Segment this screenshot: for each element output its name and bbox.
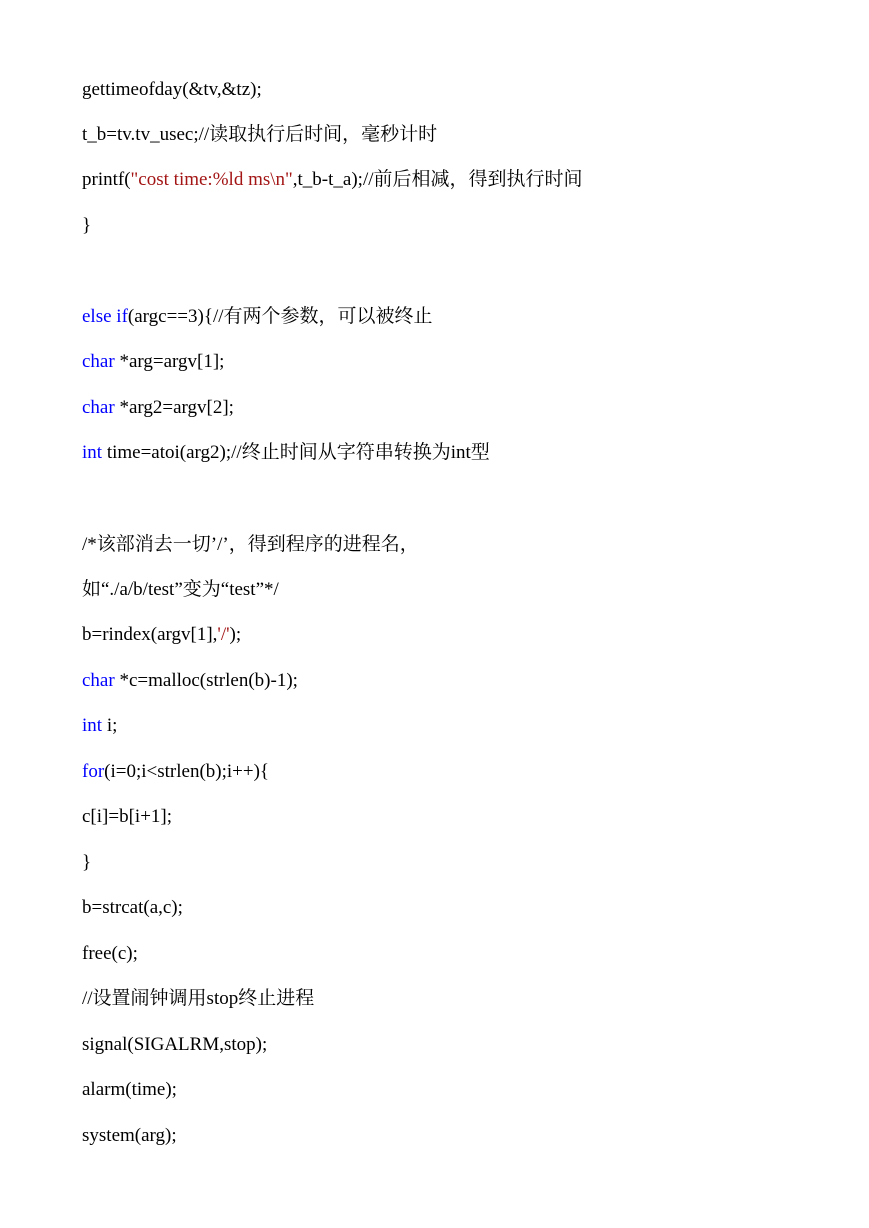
code-line <box>82 760 269 784</box>
code-line <box>82 441 490 465</box>
code-text: (i=0;i<strlen(b);i++){ <box>104 761 270 782</box>
code-text: ,t_b-t_a);//前后相减，得到执行时间 <box>292 169 583 190</box>
code-line <box>82 578 279 602</box>
code-line <box>82 896 183 920</box>
code-text: *arg=argv[1]; <box>114 351 225 372</box>
code-line <box>82 1078 177 1102</box>
code-line <box>82 851 91 875</box>
code-keyword: char <box>82 397 115 418</box>
code-line <box>82 714 117 738</box>
code-text: printf( <box>82 169 131 190</box>
code-line <box>82 805 172 829</box>
code-text: ); <box>229 624 242 645</box>
code-keyword: for <box>82 761 105 782</box>
code-text: t_b=tv.tv_usec;//读取执行后时间，毫秒计时 <box>82 124 438 145</box>
code-text: /*该部消去一切’/’，得到程序的进程名， <box>82 534 419 555</box>
code-text: time=atoi(arg2);//终止时间从字符串转换为int型 <box>102 442 490 463</box>
code-line <box>82 350 224 374</box>
code-text: } <box>82 852 92 873</box>
code-line <box>82 669 298 693</box>
code-line <box>82 942 138 966</box>
code-text: free(c); <box>82 943 138 964</box>
code-text: *arg2=argv[2]; <box>114 397 234 418</box>
code-text: (argc==3){//有两个参数，可以被终止 <box>127 306 433 327</box>
code-text: *c=malloc(strlen(b)-1); <box>114 670 298 691</box>
code-keyword: int <box>82 442 103 463</box>
code-line <box>82 1033 267 1057</box>
code-text: c[i]=b[i+1]; <box>82 806 173 827</box>
code-line <box>82 78 262 102</box>
code-text: alarm(time); <box>82 1079 177 1100</box>
code-text: signal(SIGALRM,stop); <box>82 1034 268 1055</box>
code-text: gettimeofday(&tv,&tz); <box>82 79 262 100</box>
code-keyword: char <box>82 351 115 372</box>
code-string: "cost time:%ld ms\n" <box>130 169 293 190</box>
code-keyword: int <box>82 715 103 736</box>
code-line <box>82 305 433 329</box>
code-line <box>82 623 241 647</box>
code-text: b=strcat(a,c); <box>82 897 183 918</box>
code-line <box>82 214 91 238</box>
code-line <box>82 123 437 147</box>
code-text: 如“./a/b/test”变为“test”*/ <box>82 579 279 600</box>
code-line <box>82 533 419 557</box>
code-keyword: else if <box>82 306 128 327</box>
code-keyword: char <box>82 670 115 691</box>
code-text: //设置闹钟调用stop终止进程 <box>82 988 315 1009</box>
code-text: } <box>82 215 92 236</box>
code-text: system(arg); <box>82 1125 177 1146</box>
code-text: i; <box>102 715 118 736</box>
code-line <box>82 168 583 192</box>
code-string: '/' <box>217 624 230 645</box>
code-line <box>82 396 234 420</box>
code-line <box>82 987 314 1011</box>
code-line <box>82 1124 177 1148</box>
code-text: b=rindex(argv[1], <box>82 624 218 645</box>
